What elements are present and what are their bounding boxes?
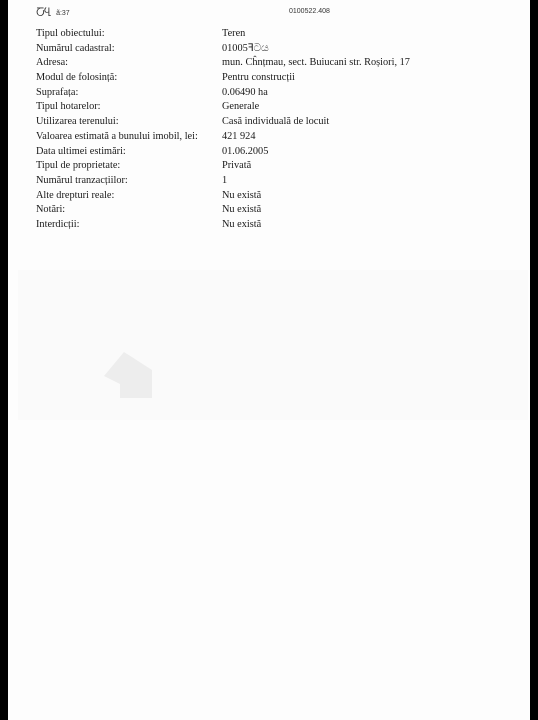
field-row [36,159,516,174]
field-row [36,203,516,218]
field-label: Data ultimei estimări: [36,145,126,157]
field-label: Suprafața: [36,86,79,98]
field-row [36,71,516,86]
field-label: Modul de folosință: [36,72,118,84]
field-value: 01005ꟻටය [222,42,269,54]
document-code: 0100522.408 [289,8,330,15]
header-left [36,8,70,19]
field-value: Privată [222,160,252,172]
field-value: Generale [222,101,260,113]
field-row [36,174,516,189]
field-label: Numărul tranzacțiilor: [36,174,128,186]
field-row [36,100,516,115]
field-label: Tipul obiectului: [36,28,105,39]
property-fields [36,27,516,233]
field-value: Teren [222,28,246,39]
field-label: Interdicții: [36,218,80,230]
field-row [36,189,516,204]
field-value: 01.06.2005 [222,145,269,157]
field-value: 0.06490 ha [222,86,268,98]
field-row [36,42,516,57]
field-value: Nu există [222,189,262,201]
field-row [36,145,516,160]
field-value: 421 924 [222,130,256,142]
field-label: Tipul hotarelor: [36,101,101,113]
field-label: Utilizarea terenului: [36,116,119,128]
field-label: Alte drepturi reale: [36,189,115,201]
field-label: Adresa: [36,57,69,69]
document-page [8,0,530,720]
field-value: 1 [222,174,228,186]
field-value: mun. Cĥnțmau, sect. Buiucani str. Roșiori, 17 [222,57,410,69]
field-row [36,86,516,101]
field-label: Numărul cadastral: [36,42,115,54]
field-row [36,56,516,71]
field-label: Notări: [36,204,66,216]
field-row [36,27,516,42]
house-watermark-icon [94,340,154,400]
field-value: Casă individuală de locuit [222,116,330,128]
page-header [8,6,530,20]
field-row [36,115,516,130]
field-label: Valoarea estimată a bunului imobil, lei: [36,130,198,142]
header-glyph: ႠႡ [36,8,51,19]
field-row [36,130,516,145]
field-value: Pentru construcții [222,72,295,84]
field-label: Tipul de proprietate: [36,160,121,172]
field-row [36,218,516,233]
header-time: ã:37 [56,10,70,17]
field-value: Nu există [222,218,262,230]
field-value: Nu există [222,204,262,216]
